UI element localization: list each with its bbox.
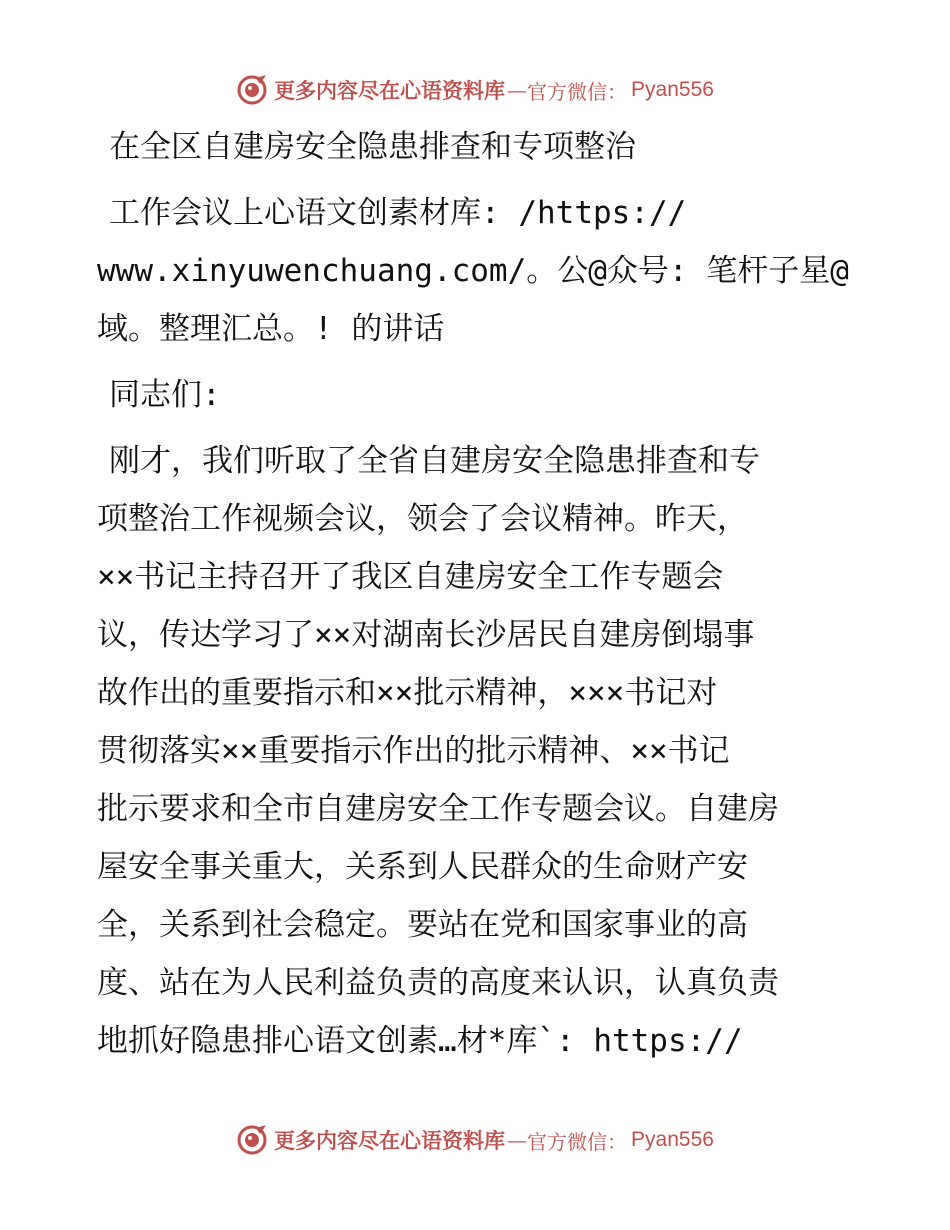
- title-line-2: 工作会议上心语文创素材库: /https://: [109, 195, 687, 231]
- paragraph-line: 刚才，我们听取了全省自建房安全隐患排查和专: [109, 443, 760, 479]
- paragraph-line: ××书记主持召开了我区自建房安全工作专题会: [97, 559, 724, 595]
- banner-wechat-label: 官方微信：: [527, 79, 628, 104]
- title-line-3: www.xinyuwenchuang.com/。公@众号: 笔杆子星@: [97, 253, 849, 289]
- paragraph-line: 屋安全事关重大，关系到人民群众的生命财产安: [97, 849, 748, 885]
- paragraph-line: 贯彻落实××重要指示作出的批示精神、××书记: [97, 733, 730, 769]
- paragraph-line: 全，关系到社会稳定。要站在党和国家事业的高: [97, 907, 748, 943]
- paragraph-line: 批示要求和全市自建房安全工作专题会议。自建房: [97, 791, 779, 827]
- banner-text: 更多内容尽在心语资料库: [274, 78, 506, 103]
- banner-wechat-label: 官方微信：: [527, 1129, 628, 1154]
- banner-text: 更多内容尽在心语资料库: [274, 1128, 506, 1153]
- quill-seal-icon: [236, 74, 268, 106]
- footer-banner: [0, 1120, 950, 1160]
- paragraph-line: 度、站在为人民利益负责的高度来认识，认真负责: [97, 965, 779, 1001]
- paragraph-line: 故作出的重要指示和××批示精神，×××书记对: [97, 675, 718, 711]
- quill-seal-icon: [236, 1124, 268, 1156]
- banner-wechat-id: Pyan556: [631, 78, 714, 101]
- paragraph-line: 议，传达学习了××对湖南长沙居民自建房倒塌事: [97, 617, 755, 653]
- paragraph-line: 项整治工作视频会议，领会了会议精神。昨天，: [97, 501, 748, 537]
- title-line-1: 在全区自建房安全隐患排查和专项整治: [109, 129, 636, 165]
- title-line-4: 域。整理汇总。! 的讲话: [97, 311, 445, 347]
- paragraph-line: 地抓好隐患排心语文创素…材*库`: https://: [97, 1023, 743, 1059]
- banner-separator: —: [507, 78, 528, 102]
- banner-separator: —: [507, 1128, 528, 1152]
- salutation: 同志们:: [109, 377, 221, 413]
- header-banner: [0, 70, 950, 110]
- document-body: [97, 118, 857, 1070]
- banner-wechat-id: Pyan556: [631, 1128, 714, 1151]
